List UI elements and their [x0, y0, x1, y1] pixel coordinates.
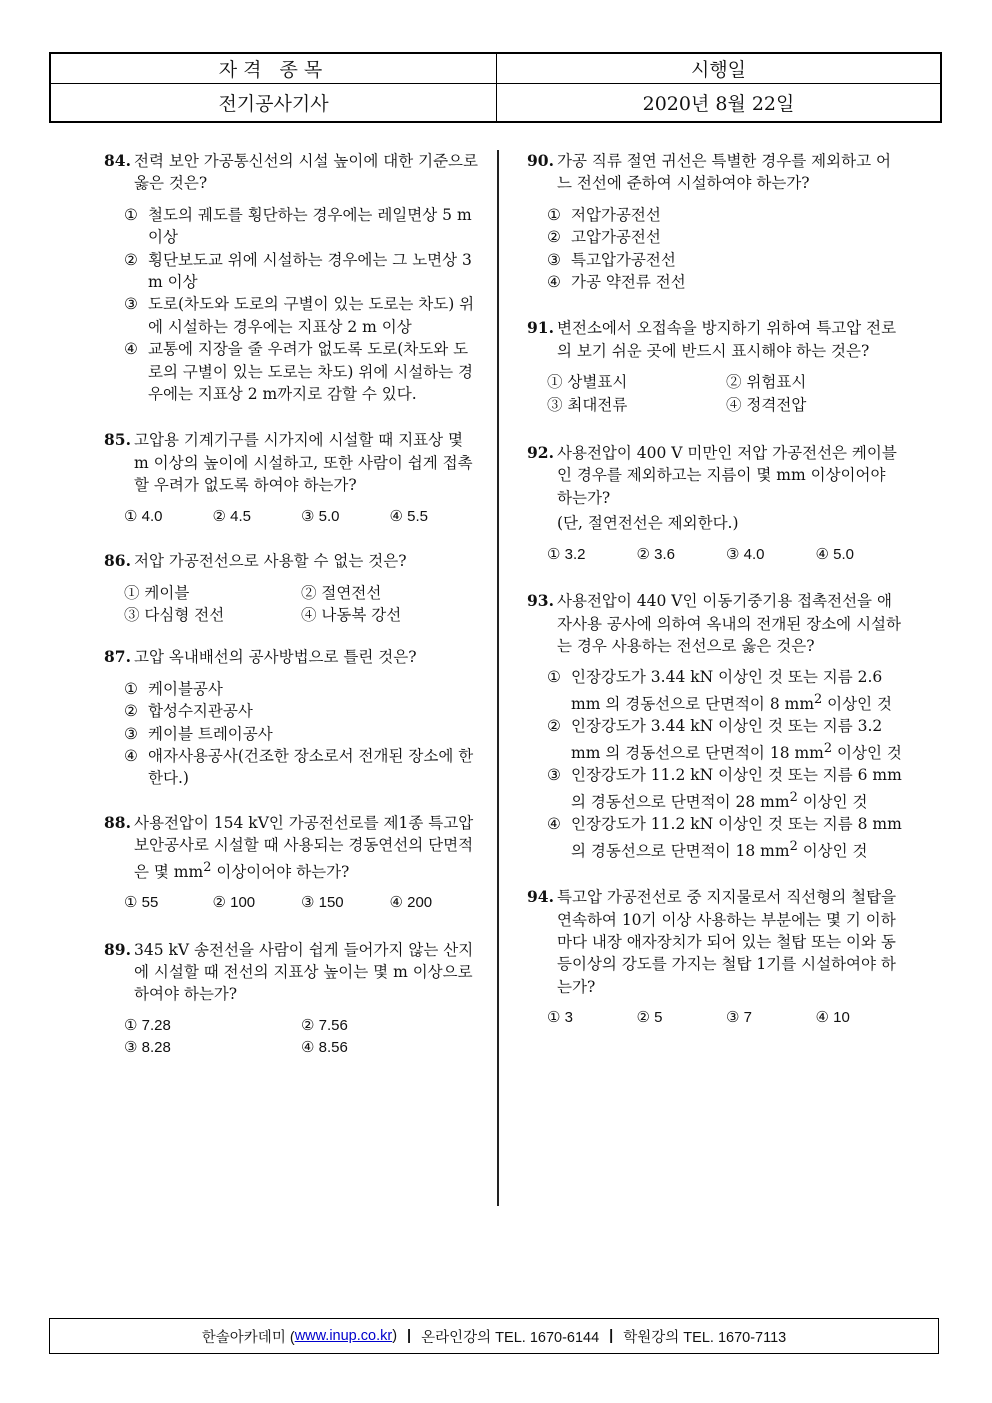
- question-text: 사용전압이 154 kV인 가공전선로를 제1종 특고압 보안공사로 시설할 때 사용되는 경동연선의 단면적은 몇 $mm^2$ 이상이어야 하는가?: [134, 813, 474, 881]
- question-number: 90.: [527, 151, 554, 170]
- option[interactable]: ④ 애자사용공사(건조한 장소로서 전개된 장소에 한한다.): [124, 746, 474, 788]
- option[interactable]: ① 상별표시: [547, 373, 628, 392]
- question-87: [104, 646, 478, 789]
- option[interactable]: ③ 8.28: [124, 1039, 171, 1057]
- option[interactable]: ③ 도로(차도와 도로의 구별이 있는 도로는 차도) 위에 시설하는 경우에는 지표상 2 m 이상: [124, 295, 475, 336]
- footer-online-phone: 온라인강의 TEL. 1670-6144: [421, 1329, 600, 1346]
- page-footer: [49, 1318, 939, 1354]
- option[interactable]: ④ 5.5: [389, 507, 428, 525]
- question-93: [527, 590, 905, 862]
- footer-academy-close: ): [392, 1328, 398, 1344]
- question-number: 88.: [104, 812, 131, 832]
- option[interactable]: ① 4.0: [124, 507, 163, 525]
- option[interactable]: ① 저압가공전선: [547, 205, 661, 224]
- question-text: 변전소에서 오접속을 방지하기 위하여 특고압 전로의 보기 쉬운 곳에 반드시 표시해야 하는 것은?: [557, 319, 897, 360]
- left-column: [104, 150, 478, 1060]
- option[interactable]: ① 7.28: [124, 1016, 171, 1034]
- option[interactable]: ② 합성수지관공사: [124, 702, 253, 721]
- option[interactable]: ② 횡단보도교 위에 시설하는 경우에는 그 노면상 3 m 이상: [124, 250, 472, 292]
- question-text: 345 kV 송전선을 사람이 쉽게 들어가지 않는 산지에 시설할 때 전선의 지표상 높이는 몇 m 이상으로 하여야 하는가?: [134, 940, 474, 1004]
- question-number: 91.: [527, 318, 554, 338]
- question-number: 86.: [104, 551, 131, 571]
- option[interactable]: ② 7.56: [301, 1016, 348, 1034]
- option[interactable]: ① 인장강도가 3.44 kN 이상인 것 또는 지름 2.6 mm 의 경동선으로 단면적이 8 $mm^2$ 이상인 것: [547, 668, 892, 713]
- option[interactable]: ③ 특고압가공전선: [547, 250, 676, 269]
- option[interactable]: ③ 최대전류: [547, 395, 628, 414]
- footer-academy: 한솔아카데미 (: [201, 1329, 295, 1346]
- question-90: [527, 150, 905, 293]
- header-exam-name: 전기공사기사: [51, 84, 497, 121]
- option[interactable]: ③ 케이블 트레이공사: [124, 724, 273, 743]
- right-column: [527, 150, 905, 1030]
- option[interactable]: ④ 8.56: [301, 1039, 348, 1057]
- option[interactable]: ① 3: [547, 1009, 573, 1027]
- option[interactable]: ④ 10: [815, 1009, 850, 1027]
- exam-header-table: [49, 52, 942, 123]
- option[interactable]: ④ 5.0: [815, 545, 854, 563]
- option[interactable]: ② 절연전선: [301, 583, 382, 602]
- question-86: [104, 550, 478, 626]
- option[interactable]: ① 철도의 궤도를 횡단하는 경우에는 레일면상 5 m 이상: [124, 205, 472, 247]
- question-text: 사용전압이 440 V인 이동기중기용 접촉전선을 애자사용 공사에 의하여 옥내의 전개된 장소에 시설하는 경우 사용하는 전선으로 옳은 것은?: [557, 592, 901, 655]
- question-text: 저압 가공전선으로 사용할 수 없는 것은?: [134, 552, 407, 571]
- header-label-subject: 자격 종목: [51, 54, 497, 84]
- question-number: 85.: [104, 430, 131, 450]
- question-92: [527, 442, 905, 566]
- option[interactable]: ① 55: [124, 894, 159, 912]
- option[interactable]: ① 케이블: [124, 583, 190, 602]
- question-88: [104, 812, 478, 915]
- question-number: 89.: [104, 939, 131, 959]
- option[interactable]: ② 5: [636, 1009, 663, 1027]
- question-text: 고압 옥내배선의 공사방법으로 틀린 것은?: [134, 648, 417, 667]
- question-text: 가공 직류 절연 귀선은 특별한 경우를 제외하고 어느 전선에 준하여 시설하여야 하는가?: [557, 152, 891, 193]
- header-label-date: 시행일: [497, 54, 940, 84]
- option[interactable]: ④ 가공 약전류 전선: [547, 273, 686, 292]
- option[interactable]: ① 케이블공사: [124, 679, 223, 698]
- footer-separator: |: [407, 1328, 412, 1344]
- question-84: [104, 150, 478, 405]
- question-text: 사용전압이 400 V 미만인 저압 가공전선은 케이블인 경우를 제외하고는 지름이 몇 mm 이상이어야 하는가?: [557, 444, 897, 507]
- option[interactable]: ③ 150: [301, 894, 344, 912]
- option[interactable]: ① 3.2: [547, 545, 586, 563]
- option[interactable]: ③ 7: [726, 1009, 752, 1027]
- option[interactable]: ② 인장강도가 3.44 kN 이상인 것 또는 지름 3.2 mm 의 경동선으로 단면적이 18 $mm^2$ 이상인 것: [547, 717, 902, 762]
- option[interactable]: ③ 다심형 전선: [124, 605, 225, 624]
- question-text: 특고압 가공전선로 중 지지물로서 직선형의 철탑을 연속하여 10기 이상 사용하는 부분에는 몇 기 이하마다 내장 애자장치가 되어 있는 철탑 또는 이와 동등이상의 강도를 가지는 철탑 1기를 시설하여야 하는가?: [557, 888, 897, 996]
- question-text: 전력 보안 가공통신선의 시설 높이에 대한 기준으로 옳은 것은?: [134, 152, 478, 193]
- question-number: 92.: [527, 443, 554, 463]
- footer-separator: |: [609, 1328, 614, 1344]
- question-number: 84.: [104, 151, 131, 170]
- option[interactable]: ② 고압가공전선: [547, 228, 661, 247]
- header-exam-date: 2020년 8월 22일: [642, 93, 795, 115]
- option[interactable]: ④ 교통에 지장을 줄 우려가 없도록 도로(차도와 도로의 구별이 있는 도로는 차도) 위에 시설하는 경우에는 지표상 2 m까지로 감할 수 있다.: [124, 340, 474, 404]
- question-85: [104, 429, 478, 528]
- option[interactable]: ③ 4.0: [726, 545, 765, 563]
- question-89: [104, 939, 478, 1060]
- question-91: [527, 317, 905, 416]
- option[interactable]: ④ 인장강도가 11.2 kN 이상인 것 또는 지름 8 mm 의 경동선으로 단면적이 18 $mm^2$ 이상인 것: [547, 815, 902, 860]
- question-note: (단, 절연전선은 제외한다.): [557, 514, 739, 533]
- option[interactable]: ② 위험표시: [726, 373, 807, 392]
- question-number: 94.: [527, 887, 554, 907]
- option[interactable]: ④ 정격전압: [726, 395, 807, 414]
- column-divider: [497, 150, 499, 1206]
- option[interactable]: ② 3.6: [636, 545, 675, 563]
- option[interactable]: ② 4.5: [212, 507, 251, 525]
- option[interactable]: ③ 5.0: [301, 507, 340, 525]
- option[interactable]: ② 100: [212, 894, 256, 912]
- footer-offline-phone: 학원강의 TEL. 1670-7113: [623, 1329, 787, 1346]
- question-text: 고압용 기계기구를 시가지에 시설할 때 지표상 몇 m 이상의 높이에 시설하고, 또한 사람이 쉽게 접촉할 우려가 없도록 하여야 하는가?: [134, 431, 473, 495]
- question-94: [527, 886, 905, 1029]
- question-number: 93.: [527, 591, 554, 611]
- question-number: 87.: [104, 647, 131, 667]
- option[interactable]: ④ 200: [389, 894, 433, 912]
- option[interactable]: ③ 인장강도가 11.2 kN 이상인 것 또는 지름 6 mm 의 경동선으로 단면적이 28 $mm^2$ 이상인 것: [547, 766, 902, 811]
- footer-website-link[interactable]: www.inup.co.kr: [294, 1328, 393, 1344]
- option[interactable]: ④ 나동복 강선: [301, 605, 402, 624]
